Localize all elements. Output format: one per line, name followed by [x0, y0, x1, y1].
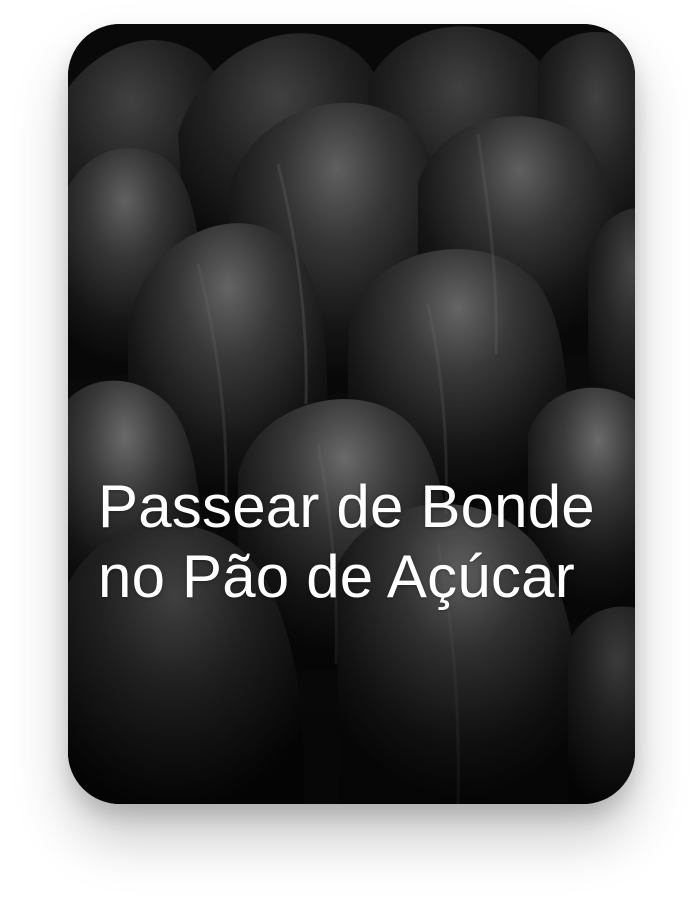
card-title: Passear de Bonde no Pão de Açúcar: [98, 473, 595, 610]
experience-card[interactable]: [68, 24, 635, 804]
card-image: [68, 24, 635, 804]
